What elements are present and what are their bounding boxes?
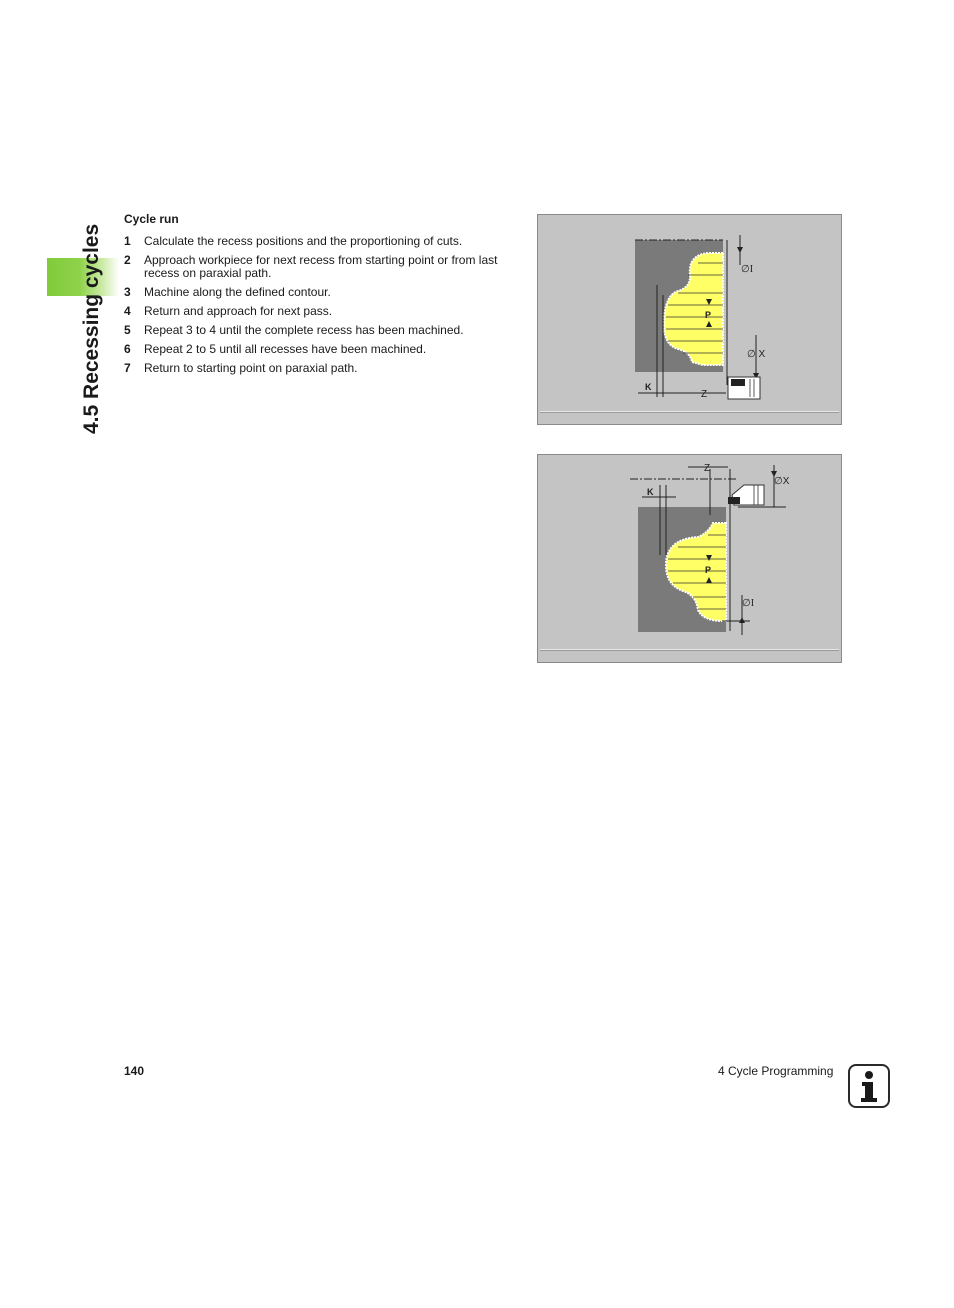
label-x: ∅ X	[747, 349, 766, 360]
step-number: 6	[124, 342, 131, 356]
label-k: K	[645, 382, 652, 392]
label-k: K	[647, 487, 654, 497]
tool-insert	[728, 497, 740, 504]
chapter-title: 4 Cycle Programming	[718, 1064, 834, 1078]
list-item	[124, 305, 514, 318]
page-number: 140	[124, 1064, 145, 1078]
section-side-title: 4.5 Recessing cycles	[80, 223, 103, 434]
step-text: Calculate the recess positions and the proportioning of cuts.	[144, 234, 463, 248]
figure-base-line	[540, 411, 839, 413]
recess-diagram-inside	[537, 454, 842, 663]
label-p: P	[705, 310, 712, 320]
section-heading: Cycle run	[124, 212, 179, 226]
step-number: 5	[124, 323, 131, 337]
list-item	[124, 235, 514, 248]
diagram-canvas	[538, 455, 841, 662]
step-number: 3	[124, 285, 131, 299]
step-number: 4	[124, 304, 131, 318]
recess-diagram-outside	[537, 214, 842, 425]
list-item	[124, 286, 514, 299]
diagram-canvas	[538, 215, 841, 424]
label-i: ∅I	[741, 264, 754, 275]
list-item	[124, 343, 514, 356]
label-p: P	[705, 565, 712, 575]
label-z: Z	[704, 463, 711, 474]
info-icon	[848, 1064, 890, 1108]
step-text: Approach workpiece for next recess from starting point or from last recess on paraxial path.	[144, 253, 498, 280]
step-text: Return to starting point on paraxial path.	[144, 361, 358, 375]
step-number: 7	[124, 361, 131, 375]
step-text: Machine along the defined contour.	[144, 285, 331, 299]
step-number: 2	[124, 253, 131, 267]
label-z: Z	[701, 389, 708, 400]
list-item	[124, 254, 514, 280]
steps-list	[124, 235, 514, 381]
step-text: Return and approach for next pass.	[144, 304, 333, 318]
step-text: Repeat 2 to 5 until all recesses have been machined.	[144, 342, 427, 356]
label-i: ∅I	[742, 598, 755, 609]
step-number: 1	[124, 234, 131, 248]
list-item	[124, 362, 514, 375]
step-text: Repeat 3 to 4 until the complete recess has been machined.	[144, 323, 464, 337]
tool-insert	[731, 379, 745, 386]
label-x: ∅X	[774, 476, 790, 487]
list-item	[124, 324, 514, 337]
figure-base-line	[540, 649, 839, 651]
